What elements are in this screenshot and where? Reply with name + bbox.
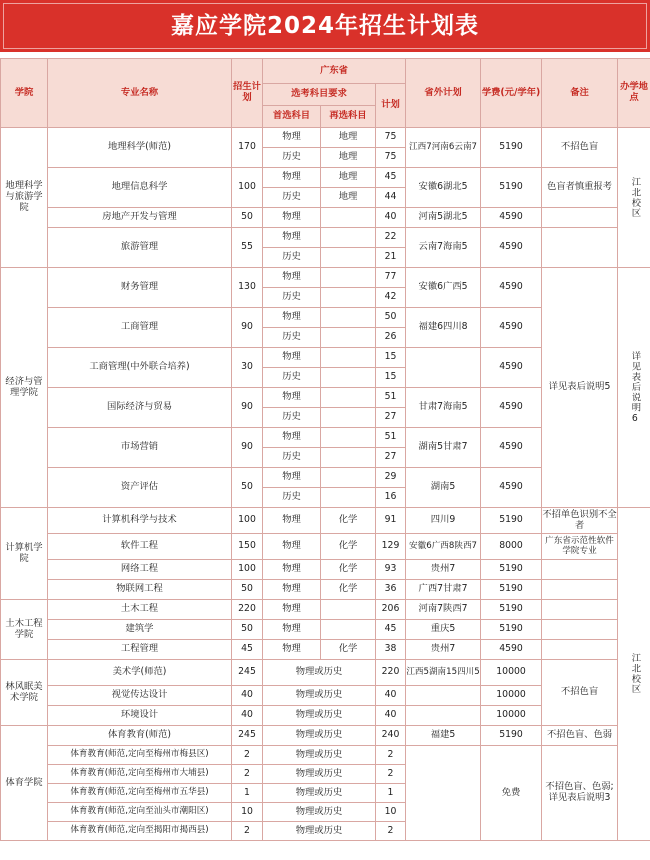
outside-cell: 四川9 bbox=[406, 508, 481, 534]
second-subject-cell bbox=[321, 428, 376, 448]
quota-cell: 50 bbox=[232, 620, 263, 640]
outside-cell: 广西7甘肃7 bbox=[406, 580, 481, 600]
college-cell: 地理科学与旅游学院 bbox=[1, 128, 48, 268]
note-cell bbox=[542, 560, 618, 580]
second-subject-cell: 地理 bbox=[321, 128, 376, 148]
second-subject-cell bbox=[321, 408, 376, 428]
quota-cell: 100 bbox=[232, 560, 263, 580]
first-subject-cell: 物理 bbox=[263, 128, 321, 148]
major-cell: 网络工程 bbox=[48, 560, 232, 580]
first-subject-cell: 物理或历史 bbox=[263, 765, 376, 784]
gd-quota-cell: 15 bbox=[376, 348, 406, 368]
gd-quota-cell: 75 bbox=[376, 128, 406, 148]
fee-cell: 4590 bbox=[481, 348, 542, 388]
major-cell: 美术学(师范) bbox=[48, 660, 232, 686]
note-cell bbox=[542, 620, 618, 640]
quota-cell: 1 bbox=[232, 784, 263, 803]
second-subject-cell bbox=[321, 268, 376, 288]
fee-cell: 免费 bbox=[481, 746, 542, 841]
college-cell: 计算机学院 bbox=[1, 508, 48, 600]
first-subject-cell: 物理或历史 bbox=[263, 746, 376, 765]
quota-cell: 90 bbox=[232, 388, 263, 428]
gd-quota-cell: 15 bbox=[376, 368, 406, 388]
note-cell: 不招色盲 bbox=[542, 128, 618, 168]
header-major: 专业名称 bbox=[48, 59, 232, 128]
gd-quota-cell: 44 bbox=[376, 188, 406, 208]
college-cell: 经济与管理学院 bbox=[1, 268, 48, 508]
major-cell: 软件工程 bbox=[48, 534, 232, 560]
quota-cell: 45 bbox=[232, 640, 263, 660]
gd-quota-cell: 206 bbox=[376, 600, 406, 620]
major-cell: 房地产开发与管理 bbox=[48, 208, 232, 228]
first-subject-cell: 物理或历史 bbox=[263, 822, 376, 841]
header-note: 备注 bbox=[542, 59, 618, 128]
gd-quota-cell: 16 bbox=[376, 488, 406, 508]
college-cell: 林风眠美术学院 bbox=[1, 660, 48, 726]
major-cell: 资产评估 bbox=[48, 468, 232, 508]
note-cell bbox=[542, 640, 618, 660]
second-subject-cell bbox=[321, 600, 376, 620]
second-subject-cell bbox=[321, 468, 376, 488]
outside-cell bbox=[406, 746, 481, 841]
quota-cell: 130 bbox=[232, 268, 263, 308]
quota-cell: 30 bbox=[232, 348, 263, 388]
major-cell: 市场营销 bbox=[48, 428, 232, 468]
outside-cell: 福建6四川8 bbox=[406, 308, 481, 348]
header-quota: 招生计划 bbox=[232, 59, 263, 128]
outside-cell bbox=[406, 348, 481, 388]
first-subject-cell: 物理 bbox=[263, 508, 321, 534]
quota-cell: 50 bbox=[232, 208, 263, 228]
fee-cell: 5190 bbox=[481, 620, 542, 640]
second-subject-cell: 地理 bbox=[321, 188, 376, 208]
fee-cell: 10000 bbox=[481, 686, 542, 706]
outside-cell bbox=[406, 706, 481, 726]
second-subject-cell: 化学 bbox=[321, 508, 376, 534]
second-subject-cell bbox=[321, 228, 376, 248]
campus-cell: 详见表后说明6 bbox=[618, 268, 650, 508]
outside-cell: 江西5湖南15四川5 bbox=[406, 660, 481, 686]
quota-cell: 50 bbox=[232, 468, 263, 508]
gd-quota-cell: 220 bbox=[376, 660, 406, 686]
note-cell: 不招单色识别不全者 bbox=[542, 508, 618, 534]
major-cell: 体育教育(师范) bbox=[48, 726, 232, 746]
first-subject-cell: 物理 bbox=[263, 580, 321, 600]
quota-cell: 245 bbox=[232, 726, 263, 746]
first-subject-cell: 物理 bbox=[263, 620, 321, 640]
header-second-subject: 再选科目 bbox=[321, 106, 376, 128]
quota-cell: 150 bbox=[232, 534, 263, 560]
second-subject-cell bbox=[321, 248, 376, 268]
college-cell: 土木工程学院 bbox=[1, 600, 48, 660]
note-cell bbox=[542, 208, 618, 228]
first-subject-cell: 历史 bbox=[263, 248, 321, 268]
gd-quota-cell: 2 bbox=[376, 746, 406, 765]
fee-cell: 4590 bbox=[481, 468, 542, 508]
first-subject-cell: 物理或历史 bbox=[263, 803, 376, 822]
fee-cell: 4590 bbox=[481, 208, 542, 228]
gd-quota-cell: 42 bbox=[376, 288, 406, 308]
first-subject-cell: 物理 bbox=[263, 268, 321, 288]
outside-cell: 河南5湖北5 bbox=[406, 208, 481, 228]
major-cell: 建筑学 bbox=[48, 620, 232, 640]
first-subject-cell: 物理或历史 bbox=[263, 706, 376, 726]
major-cell: 旅游管理 bbox=[48, 228, 232, 268]
gd-quota-cell: 51 bbox=[376, 428, 406, 448]
major-cell: 土木工程 bbox=[48, 600, 232, 620]
major-cell: 体育教育(师范,定向至梅州市大埔县) bbox=[48, 765, 232, 784]
outside-cell: 贵州7 bbox=[406, 640, 481, 660]
second-subject-cell bbox=[321, 488, 376, 508]
major-cell: 体育教育(师范,定向至梅州市五华县) bbox=[48, 784, 232, 803]
quota-cell: 10 bbox=[232, 803, 263, 822]
gd-quota-cell: 29 bbox=[376, 468, 406, 488]
header-tuition: 学费(元/学年) bbox=[481, 59, 542, 128]
fee-cell: 5190 bbox=[481, 168, 542, 208]
gd-quota-cell: 38 bbox=[376, 640, 406, 660]
second-subject-cell: 化学 bbox=[321, 640, 376, 660]
first-subject-cell: 历史 bbox=[263, 288, 321, 308]
first-subject-cell: 物理 bbox=[263, 208, 321, 228]
outside-cell: 福建5 bbox=[406, 726, 481, 746]
first-subject-cell: 物理或历史 bbox=[263, 726, 376, 746]
gd-quota-cell: 40 bbox=[376, 208, 406, 228]
outside-cell: 重庆5 bbox=[406, 620, 481, 640]
second-subject-cell bbox=[321, 208, 376, 228]
outside-cell bbox=[406, 686, 481, 706]
major-cell: 财务管理 bbox=[48, 268, 232, 308]
quota-cell: 2 bbox=[232, 765, 263, 784]
second-subject-cell: 化学 bbox=[321, 560, 376, 580]
second-subject-cell bbox=[321, 368, 376, 388]
header-gd-quota: 计划 bbox=[376, 84, 406, 128]
gd-quota-cell: 40 bbox=[376, 706, 406, 726]
second-subject-cell: 化学 bbox=[321, 580, 376, 600]
fee-cell: 5190 bbox=[481, 560, 542, 580]
outside-cell: 安徽6湖北5 bbox=[406, 168, 481, 208]
major-cell: 体育教育(师范,定向至揭阳市揭西县) bbox=[48, 822, 232, 841]
major-cell: 工程管理 bbox=[48, 640, 232, 660]
major-cell: 体育教育(师范,定向至梅州市梅县区) bbox=[48, 746, 232, 765]
note-cell: 不招色盲、色弱 bbox=[542, 726, 618, 746]
first-subject-cell: 物理 bbox=[263, 534, 321, 560]
major-cell: 工商管理(中外联合培养) bbox=[48, 348, 232, 388]
major-cell: 计算机科学与技术 bbox=[48, 508, 232, 534]
outside-cell: 江西7河南6云南7 bbox=[406, 128, 481, 168]
gd-quota-cell: 10 bbox=[376, 803, 406, 822]
note-cell: 广东省示范性软件学院专业 bbox=[542, 534, 618, 560]
quota-cell: 170 bbox=[232, 128, 263, 168]
first-subject-cell: 物理 bbox=[263, 308, 321, 328]
first-subject-cell: 物理或历史 bbox=[263, 660, 376, 686]
campus-cell: 江北校区 bbox=[618, 508, 650, 841]
fee-cell: 5190 bbox=[481, 580, 542, 600]
quota-cell: 40 bbox=[232, 706, 263, 726]
header-guangdong: 广东省 bbox=[263, 59, 406, 84]
gd-quota-cell: 75 bbox=[376, 148, 406, 168]
first-subject-cell: 历史 bbox=[263, 368, 321, 388]
page-title: 嘉应学院2024年招生计划表 bbox=[170, 13, 479, 39]
first-subject-cell: 物理 bbox=[263, 388, 321, 408]
second-subject-cell: 化学 bbox=[321, 534, 376, 560]
second-subject-cell: 地理 bbox=[321, 168, 376, 188]
gd-quota-cell: 50 bbox=[376, 308, 406, 328]
outside-cell: 甘肃7海南5 bbox=[406, 388, 481, 428]
note-cell bbox=[542, 228, 618, 268]
college-cell: 体育学院 bbox=[1, 726, 48, 841]
fee-cell: 5190 bbox=[481, 508, 542, 534]
first-subject-cell: 历史 bbox=[263, 488, 321, 508]
first-subject-cell: 物理 bbox=[263, 468, 321, 488]
note-cell: 详见表后说明5 bbox=[542, 268, 618, 508]
gd-quota-cell: 2 bbox=[376, 765, 406, 784]
quota-cell: 220 bbox=[232, 600, 263, 620]
fee-cell: 4590 bbox=[481, 308, 542, 348]
gd-quota-cell: 45 bbox=[376, 168, 406, 188]
first-subject-cell: 历史 bbox=[263, 408, 321, 428]
header-subject-req: 选考科目要求 bbox=[263, 84, 376, 106]
fee-cell: 4590 bbox=[481, 228, 542, 268]
gd-quota-cell: 45 bbox=[376, 620, 406, 640]
second-subject-cell bbox=[321, 448, 376, 468]
header-first-subject: 首选科目 bbox=[263, 106, 321, 128]
first-subject-cell: 物理 bbox=[263, 228, 321, 248]
fee-cell: 4590 bbox=[481, 268, 542, 308]
outside-cell: 安徽6广西5 bbox=[406, 268, 481, 308]
quota-cell: 100 bbox=[232, 508, 263, 534]
page-title-banner bbox=[0, 0, 650, 52]
first-subject-cell: 历史 bbox=[263, 448, 321, 468]
second-subject-cell bbox=[321, 388, 376, 408]
outside-cell: 云南7海南5 bbox=[406, 228, 481, 268]
gd-quota-cell: 1 bbox=[376, 784, 406, 803]
second-subject-cell: 地理 bbox=[321, 148, 376, 168]
note-cell: 不招色盲 bbox=[542, 660, 618, 726]
first-subject-cell: 物理 bbox=[263, 600, 321, 620]
fee-cell: 10000 bbox=[481, 706, 542, 726]
campus-cell: 江北校区 bbox=[618, 128, 650, 268]
header-college: 学院 bbox=[1, 59, 48, 128]
gd-quota-cell: 27 bbox=[376, 408, 406, 428]
enrollment-plan-table bbox=[0, 58, 650, 841]
major-cell: 工商管理 bbox=[48, 308, 232, 348]
gd-quota-cell: 51 bbox=[376, 388, 406, 408]
quota-cell: 245 bbox=[232, 660, 263, 686]
fee-cell: 4590 bbox=[481, 388, 542, 428]
fee-cell: 5190 bbox=[481, 726, 542, 746]
gd-quota-cell: 240 bbox=[376, 726, 406, 746]
second-subject-cell bbox=[321, 328, 376, 348]
gd-quota-cell: 2 bbox=[376, 822, 406, 841]
first-subject-cell: 历史 bbox=[263, 328, 321, 348]
outside-cell: 安徽6广西8陕西7 bbox=[406, 534, 481, 560]
second-subject-cell bbox=[321, 308, 376, 328]
fee-cell: 8000 bbox=[481, 534, 542, 560]
first-subject-cell: 物理 bbox=[263, 428, 321, 448]
gd-quota-cell: 93 bbox=[376, 560, 406, 580]
major-cell: 物联网工程 bbox=[48, 580, 232, 600]
major-cell: 视觉传达设计 bbox=[48, 686, 232, 706]
quota-cell: 90 bbox=[232, 428, 263, 468]
fee-cell: 5190 bbox=[481, 128, 542, 168]
first-subject-cell: 物理 bbox=[263, 168, 321, 188]
first-subject-cell: 历史 bbox=[263, 188, 321, 208]
outside-cell: 湖南5 bbox=[406, 468, 481, 508]
major-cell: 地理信息科学 bbox=[48, 168, 232, 208]
outside-cell: 河南7陕西7 bbox=[406, 600, 481, 620]
first-subject-cell: 物理 bbox=[263, 560, 321, 580]
quota-cell: 2 bbox=[232, 822, 263, 841]
fee-cell: 5190 bbox=[481, 600, 542, 620]
first-subject-cell: 物理或历史 bbox=[263, 784, 376, 803]
note-cell: 不招色盲、色弱;详见表后说明3 bbox=[542, 746, 618, 841]
header-campus: 办学地点 bbox=[618, 59, 650, 128]
gd-quota-cell: 129 bbox=[376, 534, 406, 560]
note-cell bbox=[542, 580, 618, 600]
fee-cell: 10000 bbox=[481, 660, 542, 686]
quota-cell: 100 bbox=[232, 168, 263, 208]
quota-cell: 2 bbox=[232, 746, 263, 765]
second-subject-cell bbox=[321, 620, 376, 640]
gd-quota-cell: 26 bbox=[376, 328, 406, 348]
gd-quota-cell: 40 bbox=[376, 686, 406, 706]
first-subject-cell: 物理 bbox=[263, 640, 321, 660]
gd-quota-cell: 36 bbox=[376, 580, 406, 600]
first-subject-cell: 历史 bbox=[263, 148, 321, 168]
fee-cell: 4590 bbox=[481, 428, 542, 468]
major-cell: 环境设计 bbox=[48, 706, 232, 726]
first-subject-cell: 物理 bbox=[263, 348, 321, 368]
header-outside: 省外计划 bbox=[406, 59, 481, 128]
major-cell: 地理科学(师范) bbox=[48, 128, 232, 168]
gd-quota-cell: 22 bbox=[376, 228, 406, 248]
first-subject-cell: 物理或历史 bbox=[263, 686, 376, 706]
major-cell: 国际经济与贸易 bbox=[48, 388, 232, 428]
quota-cell: 40 bbox=[232, 686, 263, 706]
outside-cell: 湖南5甘肃7 bbox=[406, 428, 481, 468]
quota-cell: 50 bbox=[232, 580, 263, 600]
second-subject-cell bbox=[321, 348, 376, 368]
quota-cell: 90 bbox=[232, 308, 263, 348]
major-cell: 体育教育(师范,定向至汕头市潮阳区) bbox=[48, 803, 232, 822]
gd-quota-cell: 27 bbox=[376, 448, 406, 468]
quota-cell: 55 bbox=[232, 228, 263, 268]
note-cell: 色盲者慎重报考 bbox=[542, 168, 618, 208]
gd-quota-cell: 77 bbox=[376, 268, 406, 288]
gd-quota-cell: 91 bbox=[376, 508, 406, 534]
second-subject-cell bbox=[321, 288, 376, 308]
fee-cell: 4590 bbox=[481, 640, 542, 660]
note-cell bbox=[542, 600, 618, 620]
gd-quota-cell: 21 bbox=[376, 248, 406, 268]
outside-cell: 贵州7 bbox=[406, 560, 481, 580]
